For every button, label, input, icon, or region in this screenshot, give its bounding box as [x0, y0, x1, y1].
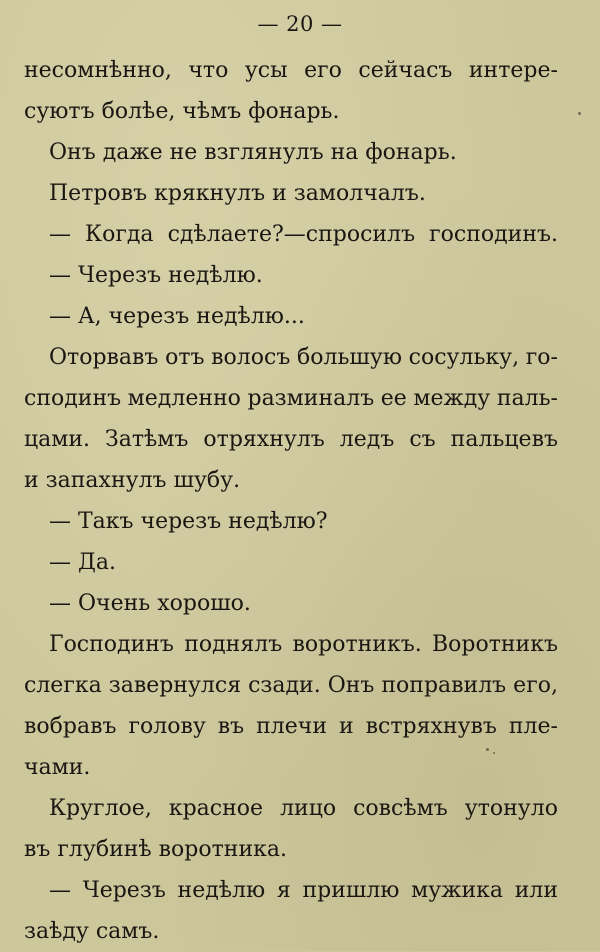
text-line: Круглое, красное лицо совсѣмъ утонуло — [49, 796, 558, 821]
text-line: вобравъ голову въ плечи и встряхнувъ пле- — [24, 714, 558, 739]
text-line: цами. Затѣмъ отряхнулъ ледъ съ пальцевъ — [24, 427, 558, 452]
text-line: чами. — [24, 755, 91, 780]
text-line: Оторвавъ отъ волосъ большую сосульку, го- — [49, 345, 558, 370]
text-line: — Черезъ недѣлю я пришлю мужика или — [49, 878, 558, 903]
text-body — [24, 50, 558, 952]
text-line: слегка завернулся сзади. Онъ поправилъ его, — [24, 673, 558, 698]
text-line: — Черезъ недѣлю. — [49, 263, 263, 288]
text-line: несомнѣнно, что усы его сейчасъ интере- — [24, 58, 558, 83]
ink-speck — [493, 752, 495, 754]
ink-speck — [486, 748, 489, 751]
text-line: — Такъ черезъ недѣлю? — [49, 509, 328, 534]
page-number: — 20 — — [257, 12, 343, 36]
text-line: Петровъ крякнулъ и замолчалъ. — [49, 181, 426, 206]
text-line: — Очень хорошо. — [49, 591, 251, 616]
text-line: сподинъ медленно разминалъ ее между паль- — [24, 386, 558, 411]
text-line: въ глубинѣ воротника. — [24, 837, 287, 862]
text-line: суютъ болѣе, чѣмъ фонарь. — [24, 99, 340, 124]
text-line: — Да. — [49, 550, 116, 575]
text-line: — Когда сдѣлаете?—спросилъ господинъ. — [49, 222, 558, 247]
ink-speck — [578, 112, 581, 115]
text-line: и запахнулъ шубу. — [24, 468, 241, 493]
text-line: — А, черезъ недѣлю... — [49, 304, 305, 329]
text-line: Онъ даже не взглянулъ на фонарь. — [49, 140, 457, 165]
text-line: Господинъ поднялъ воротникъ. Воротникъ — [49, 632, 558, 657]
text-line: заѣду самъ. — [24, 919, 160, 944]
